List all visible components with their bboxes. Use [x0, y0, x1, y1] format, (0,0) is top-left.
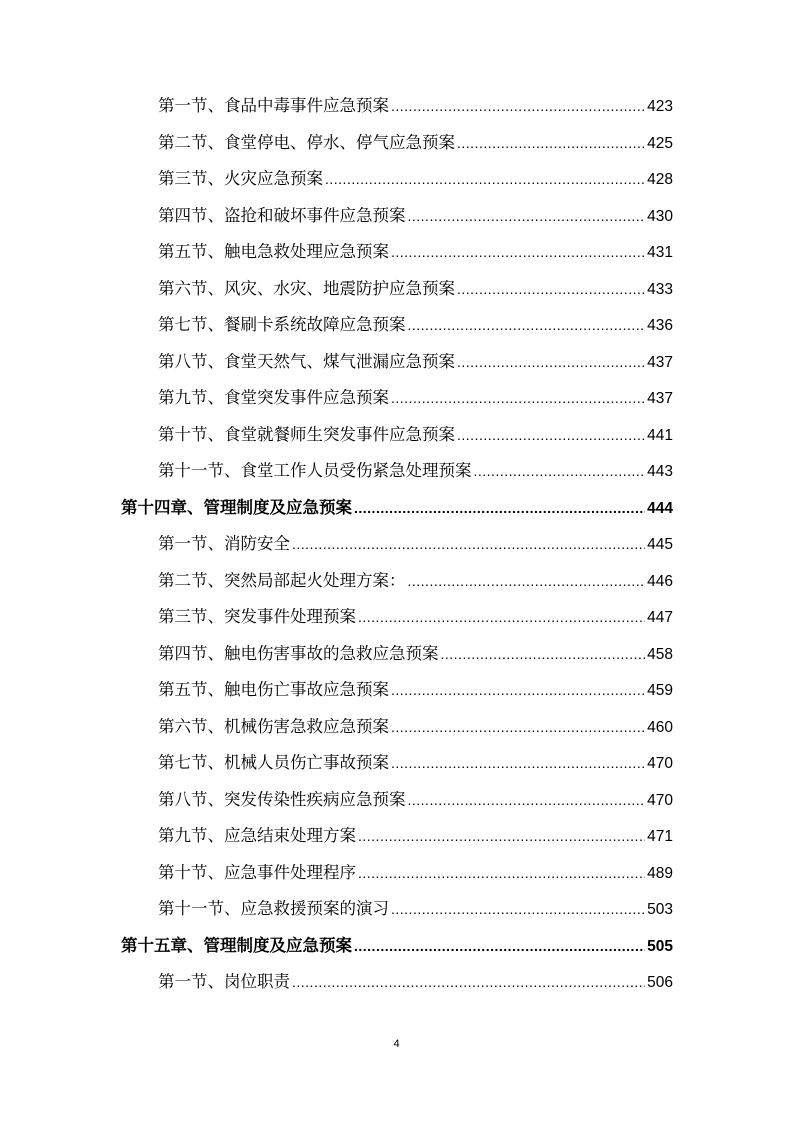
toc-entry[interactable]	[158, 238, 673, 266]
toc-entry[interactable]	[158, 457, 673, 485]
toc-entry-title: 第一节、食品中毒事件应急预案	[158, 96, 389, 115]
toc-entry-title: 第十节、食堂就餐师生突发事件应急预案	[158, 424, 455, 444]
toc-entry-page: 425	[647, 134, 673, 152]
toc-entry[interactable]	[158, 603, 673, 631]
toc-entry-title: 第十一节、食堂工作人员受伤紧急处理预案	[158, 461, 472, 480]
toc-entry-page: 430	[647, 207, 673, 225]
toc-entry[interactable]	[158, 348, 673, 376]
toc-entry[interactable]	[158, 165, 673, 193]
toc-entry-page: 459	[647, 682, 673, 699]
toc-leader-dots	[391, 384, 645, 412]
toc-entry-title: 第八节、食堂天然气、煤气泄漏应急预案	[158, 351, 455, 371]
toc-entry-title: 第三节、突发事件处理预案	[158, 607, 356, 626]
toc-leader-dots	[391, 238, 645, 266]
toc-leader-dots	[408, 202, 646, 230]
toc-entry-page: 437	[647, 353, 673, 371]
toc-entry[interactable]	[158, 822, 673, 850]
toc-entry[interactable]	[158, 421, 673, 449]
toc-chapter-page: 444	[647, 499, 673, 517]
toc-leader-dots	[325, 165, 645, 193]
toc-entry-title: 第四节、触电伤害事故的急救应急预案	[158, 643, 439, 663]
toc-entry-page: 470	[647, 755, 673, 772]
toc-leader-dots	[391, 749, 645, 777]
toc-leader-dots	[354, 494, 645, 522]
toc-entry-page: 447	[647, 609, 673, 626]
toc-entry-page: 458	[647, 645, 673, 663]
toc-entry-page: 428	[647, 171, 673, 188]
toc-entry-page: 441	[647, 426, 673, 444]
page-number: 4	[393, 1038, 400, 1050]
toc-entry-page: 503	[647, 901, 673, 918]
toc-entry[interactable]	[158, 567, 673, 595]
toc-leader-dots	[391, 676, 645, 704]
toc-leader-dots	[457, 275, 645, 303]
toc-entry-page: 470	[647, 791, 673, 809]
toc-entry-title: 第六节、机械伤害急救应急预案	[158, 716, 389, 736]
toc-chapter-title: 第十五章、管理制度及应急预案	[121, 935, 352, 955]
toc-entry[interactable]	[158, 859, 673, 887]
toc-entry[interactable]	[158, 129, 673, 157]
toc-entry-page: 489	[647, 864, 673, 882]
toc-entry[interactable]	[158, 713, 673, 741]
toc-chapter-title: 第十四章、管理制度及应急预案	[121, 497, 352, 517]
toc-leader-dots	[457, 421, 645, 449]
toc-entry-title: 第六节、风灾、水灾、地震防护应急预案	[158, 278, 455, 298]
toc-entry-title: 第三节、火灾应急预案	[158, 169, 323, 188]
toc-leader-dots	[292, 530, 645, 558]
toc-leader-dots	[457, 348, 645, 376]
toc-entry-page: 437	[647, 390, 673, 407]
toc-leader-dots	[358, 859, 645, 887]
toc-entry[interactable]	[158, 968, 673, 996]
toc-entry-page: 431	[647, 244, 673, 261]
toc-entry[interactable]	[158, 311, 673, 339]
toc-leader-dots	[408, 567, 646, 595]
toc-entry-title: 第一节、消防安全	[158, 534, 290, 553]
toc-entry-title: 第五节、触电急救处理应急预案	[158, 242, 389, 261]
toc-entry[interactable]	[158, 92, 673, 120]
toc-entry-title: 第九节、应急结束处理方案	[158, 826, 356, 845]
toc-leader-dots	[354, 932, 645, 960]
toc-entry-title: 第五节、触电伤亡事故应急预案	[158, 680, 389, 699]
toc-leader-dots	[358, 822, 645, 850]
toc-entry-title: 第九节、食堂突发事件应急预案	[158, 388, 389, 407]
toc-leader-dots	[391, 92, 645, 120]
toc-entry-title: 第十一节、应急救援预案的演习	[158, 899, 389, 918]
toc-chapter-entry[interactable]	[121, 932, 673, 960]
toc-chapter-page: 505	[647, 937, 673, 955]
toc-leader-dots	[408, 786, 646, 814]
toc-leader-dots	[441, 640, 646, 668]
toc-leader-dots	[474, 457, 646, 485]
toc-entry[interactable]	[158, 676, 673, 704]
toc-leader-dots	[391, 713, 645, 741]
toc-entry-page: 433	[647, 280, 673, 298]
toc-leader-dots	[408, 311, 646, 339]
toc-entry-title: 第二节、食堂停电、停水、停气应急预案	[158, 132, 455, 152]
toc-entry-title: 第四节、盗抢和破坏事件应急预案	[158, 205, 406, 225]
toc-entry-title: 第一节、岗位职责	[158, 972, 290, 991]
toc-entry[interactable]	[158, 275, 673, 303]
toc-entry-title: 第二节、突然局部起火处理方案：	[158, 570, 406, 590]
toc-entry-page: 423	[647, 98, 673, 115]
toc-entry-page: 506	[647, 974, 673, 991]
toc-leader-dots	[358, 603, 645, 631]
toc-entry[interactable]	[158, 749, 673, 777]
toc-entry-page: 446	[647, 572, 673, 590]
toc-entry[interactable]	[158, 384, 673, 412]
toc-entry-page: 443	[647, 463, 673, 480]
toc-leader-dots	[457, 129, 645, 157]
toc-entry[interactable]	[158, 530, 673, 558]
toc-entry[interactable]	[158, 895, 673, 923]
toc-leader-dots	[292, 968, 645, 996]
toc-entry-page: 471	[647, 828, 673, 845]
toc-entry[interactable]	[158, 786, 673, 814]
toc-entry-title: 第八节、突发传染性疾病应急预案	[158, 789, 406, 809]
toc-chapter-entry[interactable]	[121, 494, 673, 522]
toc-entry[interactable]	[158, 202, 673, 230]
toc-entry-page: 436	[647, 317, 673, 334]
toc-entry-title: 第七节、机械人员伤亡事故预案	[158, 753, 389, 772]
toc-entry-title: 第七节、餐刷卡系统故障应急预案	[158, 315, 406, 334]
toc-entry-title: 第十节、应急事件处理程序	[158, 862, 356, 882]
toc-entry-page: 445	[647, 536, 673, 553]
toc-leader-dots	[391, 895, 645, 923]
toc-entry[interactable]	[158, 640, 673, 668]
toc-entry-page: 460	[647, 718, 673, 736]
